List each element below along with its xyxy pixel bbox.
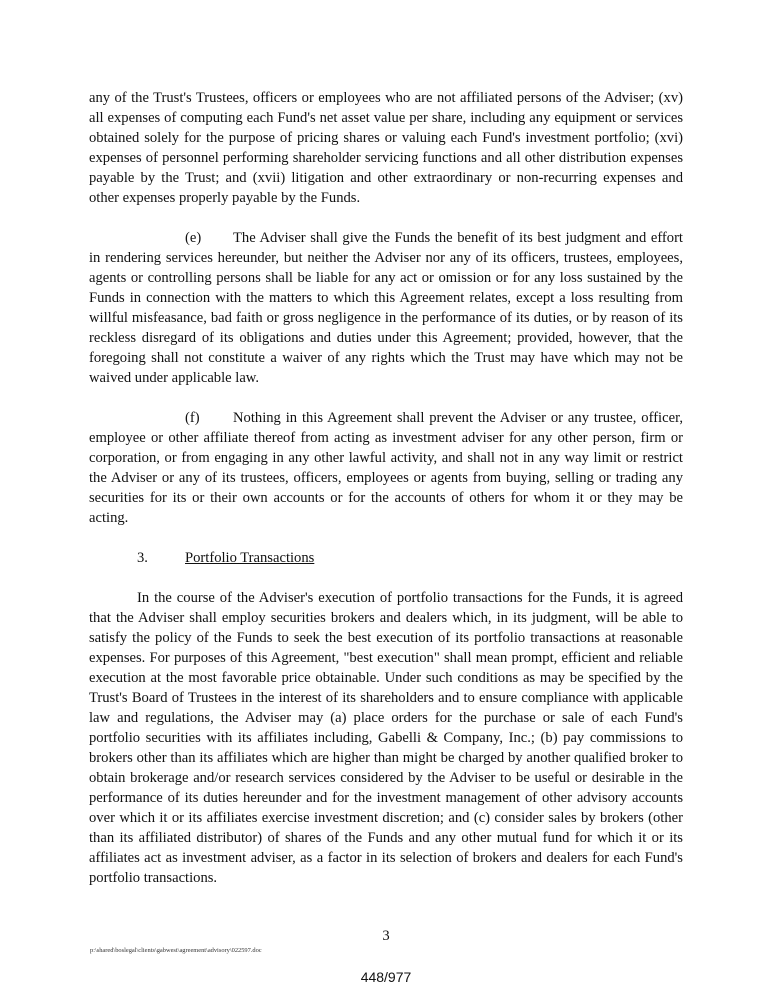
paragraph-label: (e) [185, 230, 202, 246]
paragraph-label: (f) [185, 410, 200, 426]
paragraph-text: Nothing in this Agreement shall prevent the Adviser or any trustee, officer, employee or other affiliate thereof from acting as investment adviser for any other person, firm or corporation, or from engaging in any other lawful activity, and shall not in any way limit or restrict the Adviser or any of its trustees, officers, employees or agents from buying, selling or trading any securities for its or their own accounts or for the accounts of others for whom it or they may be acting. [89, 410, 683, 526]
page-number: 3 [382, 928, 390, 944]
section-heading [89, 548, 683, 568]
paragraph-text: In the course of the Adviser's execution of portfolio transactions for the Funds, it is agreed that the Adviser shall employ securities brokers and dealers which, in its judgment, will be able to satisfy the policy of the Funds to seek the best execution of its portfolio transactions at reasonable expenses. For purposes of this Agreement, "best execution" shall mean prompt, efficient and reliable execution at the most favorable price obtainable. Under such conditions as may be specified by the Trust's Board of Trustees in the interest of its shareholders and to ensure compliance with applicable law and regulations, the Adviser may (a) place orders for the purchase or sale of each Fund's portfolio securities with its affiliates including, Gabelli & Company, Inc.; (b) pay commissions to brokers other than its affiliates which are higher than might be charged by another qualified broker to obtain brokerage and/or research services considered by the Adviser to be useful or desirable in the performance of its duties hereunder and for the investment management of other advisory accounts over which it or its affiliates exercise investment discretion; and (c) consider sales by brokers (other than its affiliated distributor) of shares of the Funds and any other mutual fund for which it or its affiliates act as investment adviser, as a factor in its selection of brokers and dealers for each Fund's portfolio transactions. [89, 590, 683, 886]
paragraph-e [89, 228, 683, 388]
document-page [89, 88, 683, 888]
section-number: 3. [137, 550, 148, 566]
paragraph-text: The Adviser shall give the Funds the benefit of its best judgment and effort in rendering services hereunder, but neither the Adviser nor any of its officers, trustees, employees, agents or controlling persons shall be liable for any act or omission or for any loss sustained by the Funds in connection with the matters to which this Agreement relates, except a loss resulting from willful misfeasance, bad faith or gross negligence in the performance of its duties, or by reason of its reckless disregard of its obligations and duties under this Agreement; provided, however, that the foregoing shall not constitute a waiver of any rights which the Trust may have which may not be waived under applicable law. [89, 230, 683, 386]
paragraph-continuation [89, 88, 683, 208]
paragraph-text: any of the Trust's Trustees, officers or employees who are not affiliated persons of the Adviser; (xv) all expenses of computing each Fund's net asset value per share, including any equipment or services obtained solely for the purpose of pricing shares or valuing each Fund's investment portfolio; (xvi) expenses of personnel performing shareholder servicing functions and all other distribution expenses payable by the Trust; and (xvii) litigation and other extraordinary or non-recurring expenses and other expenses properly payable by the Funds. [89, 90, 683, 206]
section-title: Portfolio Transactions [185, 550, 315, 566]
file-path-footer: p:\shared\boslegal\clients\gabwest\agreement\advisory\022597.doc [90, 947, 262, 954]
paragraph-f [89, 408, 683, 528]
section-body [89, 588, 683, 888]
pdf-page-counter: 448/977 [360, 969, 412, 985]
